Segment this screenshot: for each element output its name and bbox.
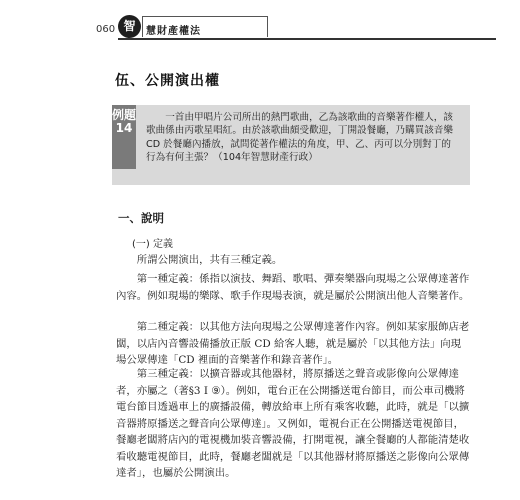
page-number: 060 xyxy=(96,24,116,35)
paragraph-second-definition: 第二種定義：以其他方法向現場之公眾傳達著作內容。例如某家服飾店老闆，以店內音響設備播放正版 CD 給客人聽，就是屬於「以其他方法」向現場公眾傳達「CD 裡面的音樂著作和錄音著作」。 xyxy=(116,321,470,366)
example-text: 一首由甲唱片公司所出的熱門歌曲，乙為該歌曲的音樂著作權人，該歌曲係由丙歌星唱紅。由於該歌曲頗受歡迎，丁開設餐廳，乃購買該音樂 CD 於餐廳內播放，試問從著作權法的角度，甲、乙、丙可以分別對丁的行為有何主張？（104年智慧財產行政） xyxy=(146,112,453,164)
explanation-heading: 一、說明 xyxy=(118,211,164,225)
book-title: 慧財產權法 xyxy=(146,26,201,37)
example-box xyxy=(112,105,470,185)
book-badge-icon: 智 xyxy=(118,15,141,38)
example-label: 例題14 xyxy=(112,105,136,169)
paragraph-first-definition: 第一種定義：係指以演技、舞蹈、歌唱、彈奏樂器向現場之公眾傳達著作內容。例如現場的樂隊、歌手作現場表演，就是屬於公開演出他人音樂著作。 xyxy=(116,273,470,302)
paragraph-intro: 所謂公開演出，共有三種定義。 xyxy=(136,254,283,266)
header-divider xyxy=(118,38,496,40)
definition-subheading: (一) 定義 xyxy=(132,239,173,250)
paragraph-third-definition: 第三種定義：以擴音器或其他器材，將原播送之聲音或影像向公眾傳達者，亦屬之（著§3 I ⑨）。例如，電台正在公開播送電台節目，而公車司機將電台節目透過車上的廣播設備，轉放給車上所有乘客收聽，此時，就是「以擴音器將原播送之聲音向公眾傳達」。又例如，電視台正在公開播送電視節目，餐廳老闆將店內的電視機加裝音響設備，打開電視，讓全餐廳的人都能清楚收看收聽電視節目，此時，餐廳老闆就是「以其他器材將原播送之影像向公眾傳達者」，也屬於公開演出。 xyxy=(116,368,470,479)
page-header xyxy=(96,12,496,46)
section-title: 伍、公開演出權 xyxy=(115,73,220,89)
